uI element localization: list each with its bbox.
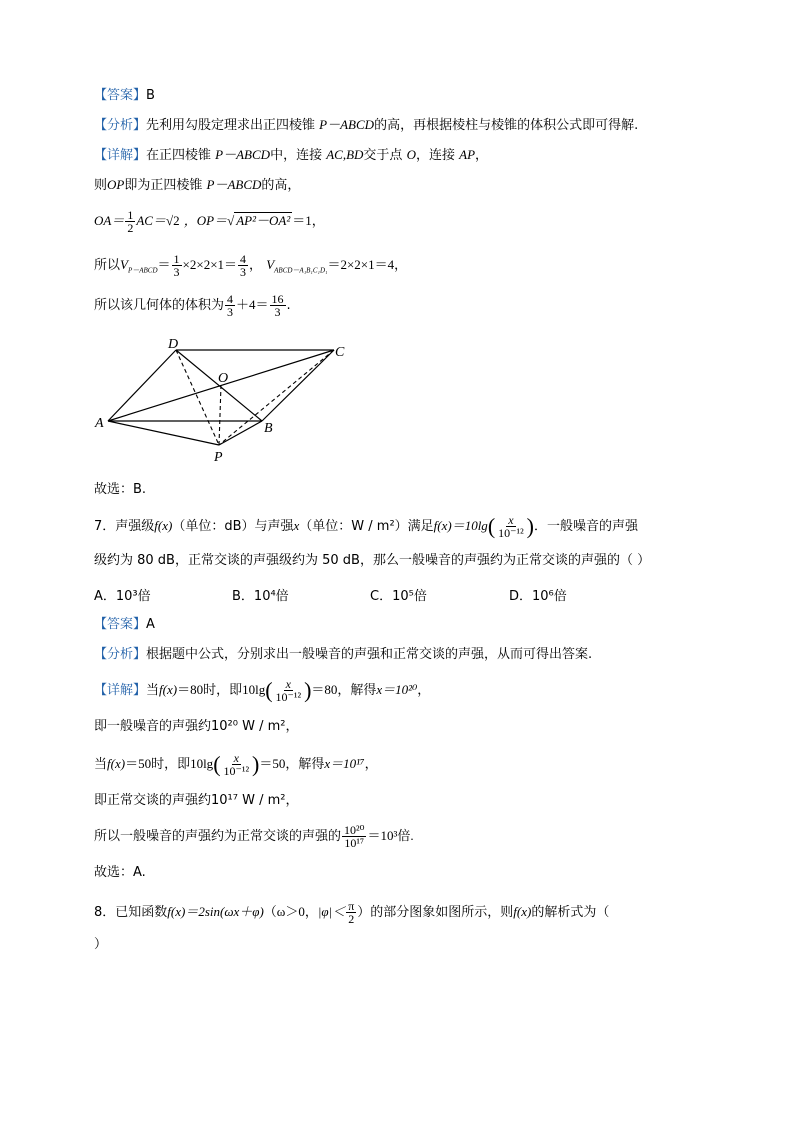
- q7-detail-text: 所以一般噪音的声强约为正常交谈的声强的: [94, 829, 342, 844]
- q6-detail-text: 所以该几何体的体积为: [94, 298, 225, 313]
- q7-fraction: [274, 678, 304, 703]
- q6-analysis-text: 先利用勾股定理求出正四棱锥: [146, 118, 316, 133]
- label-d: D: [168, 337, 179, 352]
- paren-open: (: [213, 751, 221, 777]
- paren-close: ): [304, 677, 312, 703]
- fraction-numerator: x: [285, 677, 291, 691]
- q6-detail-line-2: [94, 176, 300, 195]
- fraction-third: [172, 253, 182, 278]
- q8-stem-line-1: [94, 898, 609, 927]
- fraction-four-thirds: [238, 253, 248, 278]
- pyramid-figure: [92, 335, 362, 470]
- sqrt-sign: √: [227, 213, 235, 228]
- q7-analysis-text: 根据题中公式，分别求出一般噪音的声强和正常交谈的声强，从而可得出答案.: [146, 647, 593, 662]
- fraction-four-thirds: [225, 293, 235, 318]
- fraction-numerator: π: [348, 899, 355, 913]
- q6-prism-sub: ABCD－A₁B₁C₁D₁: [274, 266, 328, 275]
- answer-tag: 【答案】: [94, 88, 147, 103]
- detail-tag: 【详解】: [94, 683, 147, 698]
- q6-detail-line-1: 【详解】在正四棱锥 P－ABCD中，连接 AC,BD交于点 O，连接 AP，: [94, 147, 489, 163]
- q8-stem-line-2: ）: [94, 937, 108, 952]
- q7-fx: f(x): [154, 518, 173, 533]
- fraction-denominator: 3: [227, 305, 234, 319]
- fraction-denominator: 2: [127, 221, 134, 235]
- q6-sqrt2: √2: [165, 213, 180, 228]
- q6-detail-text: 中，连接: [270, 148, 323, 163]
- q8-stem-text: （ω＞0，: [263, 904, 318, 919]
- q6-pyramid-label: P－ABCD: [215, 147, 271, 162]
- edge-ap: [108, 421, 219, 445]
- fraction-numerator: 1: [173, 252, 180, 266]
- q7-analysis-line: [94, 646, 592, 664]
- q6-volume-expr: ×2×2×1＝: [182, 257, 238, 272]
- label-b: B: [264, 421, 273, 436]
- q7-conclusion: 故选：A.: [94, 865, 146, 880]
- q8-abs-phi: |φ|＜: [317, 904, 346, 919]
- q8-stem-text: 的解析式为（: [531, 905, 610, 920]
- q7-option-c: C．10⁵倍: [370, 589, 427, 604]
- q7-detail-line-4: 即正常交谈的声强约10¹⁷ W / m²，: [94, 793, 299, 808]
- label-o: O: [218, 371, 229, 386]
- q6-segment-op: OP: [107, 177, 125, 192]
- q6-answer-line: [94, 87, 155, 105]
- fraction-denominator: 3: [173, 265, 180, 279]
- q6-detail-text: 交于点: [363, 148, 403, 163]
- q7-stem-line-2: 级约为 80 dB，正常交谈的声强级约为 50 dB，那么一般噪音的声强约为正常交谈的声强的（ ）: [94, 553, 651, 568]
- q7-formula: f(x)＝10lg: [433, 518, 488, 533]
- q6-ac: AC＝: [136, 213, 166, 228]
- analysis-tag: 【分析】: [94, 118, 147, 133]
- q7-detail-line-1: [94, 676, 430, 705]
- q7-result-2: x＝10¹⁷: [324, 756, 365, 771]
- fraction-numerator: 1: [127, 208, 134, 222]
- label-p: P: [214, 450, 223, 465]
- q7-option-a: A．10³倍: [94, 589, 151, 604]
- edge-cb: [262, 350, 334, 421]
- q6-detail-text: 则: [94, 178, 108, 193]
- q6-op-result: ＝1，: [292, 213, 325, 228]
- q6-sqrt-body: AP²－OA²: [236, 213, 291, 228]
- q6-op-eq: ，OP＝: [183, 213, 228, 228]
- edge-pb: [219, 421, 262, 445]
- comma: ，: [417, 683, 431, 698]
- edge-cp-hidden: [219, 350, 334, 445]
- comma: ，: [364, 757, 378, 772]
- q6-detail-text: 即为正四棱锥: [124, 178, 203, 193]
- q6-volume-v: V: [120, 257, 128, 272]
- q7-detail-line-2: 即一般噪音的声强约10²⁰ W / m²，: [94, 719, 299, 734]
- q7-stem-line-1: [94, 512, 638, 541]
- q7-stem-text: （单位：W / m²）满足: [299, 519, 434, 534]
- q7-detail-text: ＝80时，即10lg: [177, 682, 266, 697]
- fraction-denominator: 10⁻¹²: [275, 690, 302, 704]
- q7-answer: A: [146, 617, 155, 632]
- equals: ＝: [157, 257, 171, 272]
- fraction-denominator: 10⁻¹²: [498, 526, 524, 540]
- q6-diagonals: AC,BD: [326, 147, 364, 162]
- q7-detail-text: ＝80，解得: [311, 682, 377, 697]
- q6-detail-line-4: 所以$V_{P-ABCD}=$ $\frac{1}{3}$ ×2×2×1＝ $\frac{4}{3}$ ， $V_{ABCD-A_1B_1C_1D_1}=2\times 2\times 1=4$，: [94, 252, 408, 279]
- fraction-denominator: 10¹⁷: [344, 836, 365, 850]
- answer-tag: 【答案】: [94, 617, 147, 632]
- label-c: C: [335, 345, 345, 360]
- q6-pyramid-label: P－ABCD: [319, 117, 375, 132]
- analysis-tag: 【分析】: [94, 647, 147, 662]
- q7-detail-line-3: [94, 750, 378, 779]
- q8-fx: f(x): [513, 904, 532, 919]
- height-op-hidden: [219, 385, 221, 445]
- period: .: [286, 298, 291, 313]
- q6-oa: OA＝: [94, 213, 125, 228]
- q7-detail-text: 当: [94, 757, 108, 772]
- q7-fraction: [222, 752, 252, 777]
- q7-detail-line-5: [94, 822, 414, 851]
- q6-volume-sub: P－ABCD: [127, 266, 158, 275]
- q7-answer-line: [94, 616, 155, 634]
- fraction-numerator: 4: [240, 252, 247, 266]
- fraction-numerator: 16: [271, 292, 284, 306]
- fraction-numerator: 10²⁰: [344, 823, 365, 837]
- q7-option-d: D．10⁶倍: [509, 589, 567, 604]
- paren-close: ): [526, 513, 534, 539]
- q7-detail-text: ＝50，解得: [259, 756, 325, 771]
- q6-detail-text: 在正四棱锥: [146, 148, 212, 163]
- q7-stem-text: （单位：dB）与声强: [172, 519, 294, 534]
- q6-detail-text: ，连接: [415, 148, 455, 163]
- paren-open: (: [265, 677, 273, 703]
- fraction-pi-half: [346, 900, 356, 925]
- fraction-half: [125, 209, 135, 234]
- q6-volume-v: V: [266, 257, 275, 272]
- q6-detail-text: 的高，: [261, 178, 301, 193]
- q6-analysis-line: [94, 116, 638, 135]
- q6-analysis-text-2: 的高，再根据棱柱与棱锥的体积公式即可得解.: [374, 118, 639, 133]
- q7-fx: f(x): [159, 682, 178, 697]
- q6-detail-text: 所以: [94, 258, 121, 273]
- q7-fraction: [496, 514, 526, 539]
- fraction-numerator: x: [508, 513, 514, 527]
- q7-ratio: [342, 824, 366, 849]
- q7-fx: f(x): [107, 756, 126, 771]
- q6-sum-expr: ＋4＝: [236, 297, 269, 312]
- paren-close: ): [252, 751, 260, 777]
- q7-detail-text: ＝50时，即10lg: [125, 756, 214, 771]
- q6-point-o: O: [406, 147, 416, 162]
- fraction-denominator: 2: [348, 912, 355, 926]
- q7-detail-text: ＝10³倍.: [367, 828, 414, 843]
- q6-segment-ap: AP: [459, 147, 476, 162]
- q6-detail-line-3: [94, 208, 325, 235]
- q7-stem-text: ．一般噪音的声强: [534, 519, 639, 534]
- q6-conclusion: 故选：B.: [94, 482, 147, 497]
- q7-x: x: [293, 518, 300, 533]
- fraction-sixteen-thirds: [270, 293, 286, 318]
- q6-detail-line-5: [94, 292, 291, 319]
- fraction-denominator: 3: [240, 265, 247, 279]
- paren-open: (: [487, 513, 496, 539]
- q6-pyramid-label: P－ABCD: [206, 177, 262, 192]
- q7-stem-text: 7．声强级: [94, 519, 155, 534]
- label-a: A: [95, 416, 104, 431]
- q7-detail-text: 当: [146, 683, 160, 698]
- q6-prism-expr: ＝2×2×1＝4，: [327, 257, 408, 272]
- fraction-denominator: 3: [274, 305, 281, 319]
- q7-option-b: B．10⁴倍: [232, 589, 289, 604]
- fraction-numerator: x: [233, 751, 239, 765]
- fraction-numerator: 4: [227, 292, 234, 306]
- q6-answer: B: [146, 88, 155, 103]
- fraction-denominator: 10⁻¹²: [223, 764, 250, 778]
- q7-result-1: x＝10²⁰: [376, 682, 418, 697]
- q8-stem-text: ）的部分图象如图所示，则: [357, 905, 514, 920]
- q8-stem-text: 8．已知函数: [94, 905, 168, 920]
- detail-tag: 【详解】: [94, 148, 147, 163]
- q8-function: f(x)＝2sin(ωx＋φ): [167, 904, 264, 919]
